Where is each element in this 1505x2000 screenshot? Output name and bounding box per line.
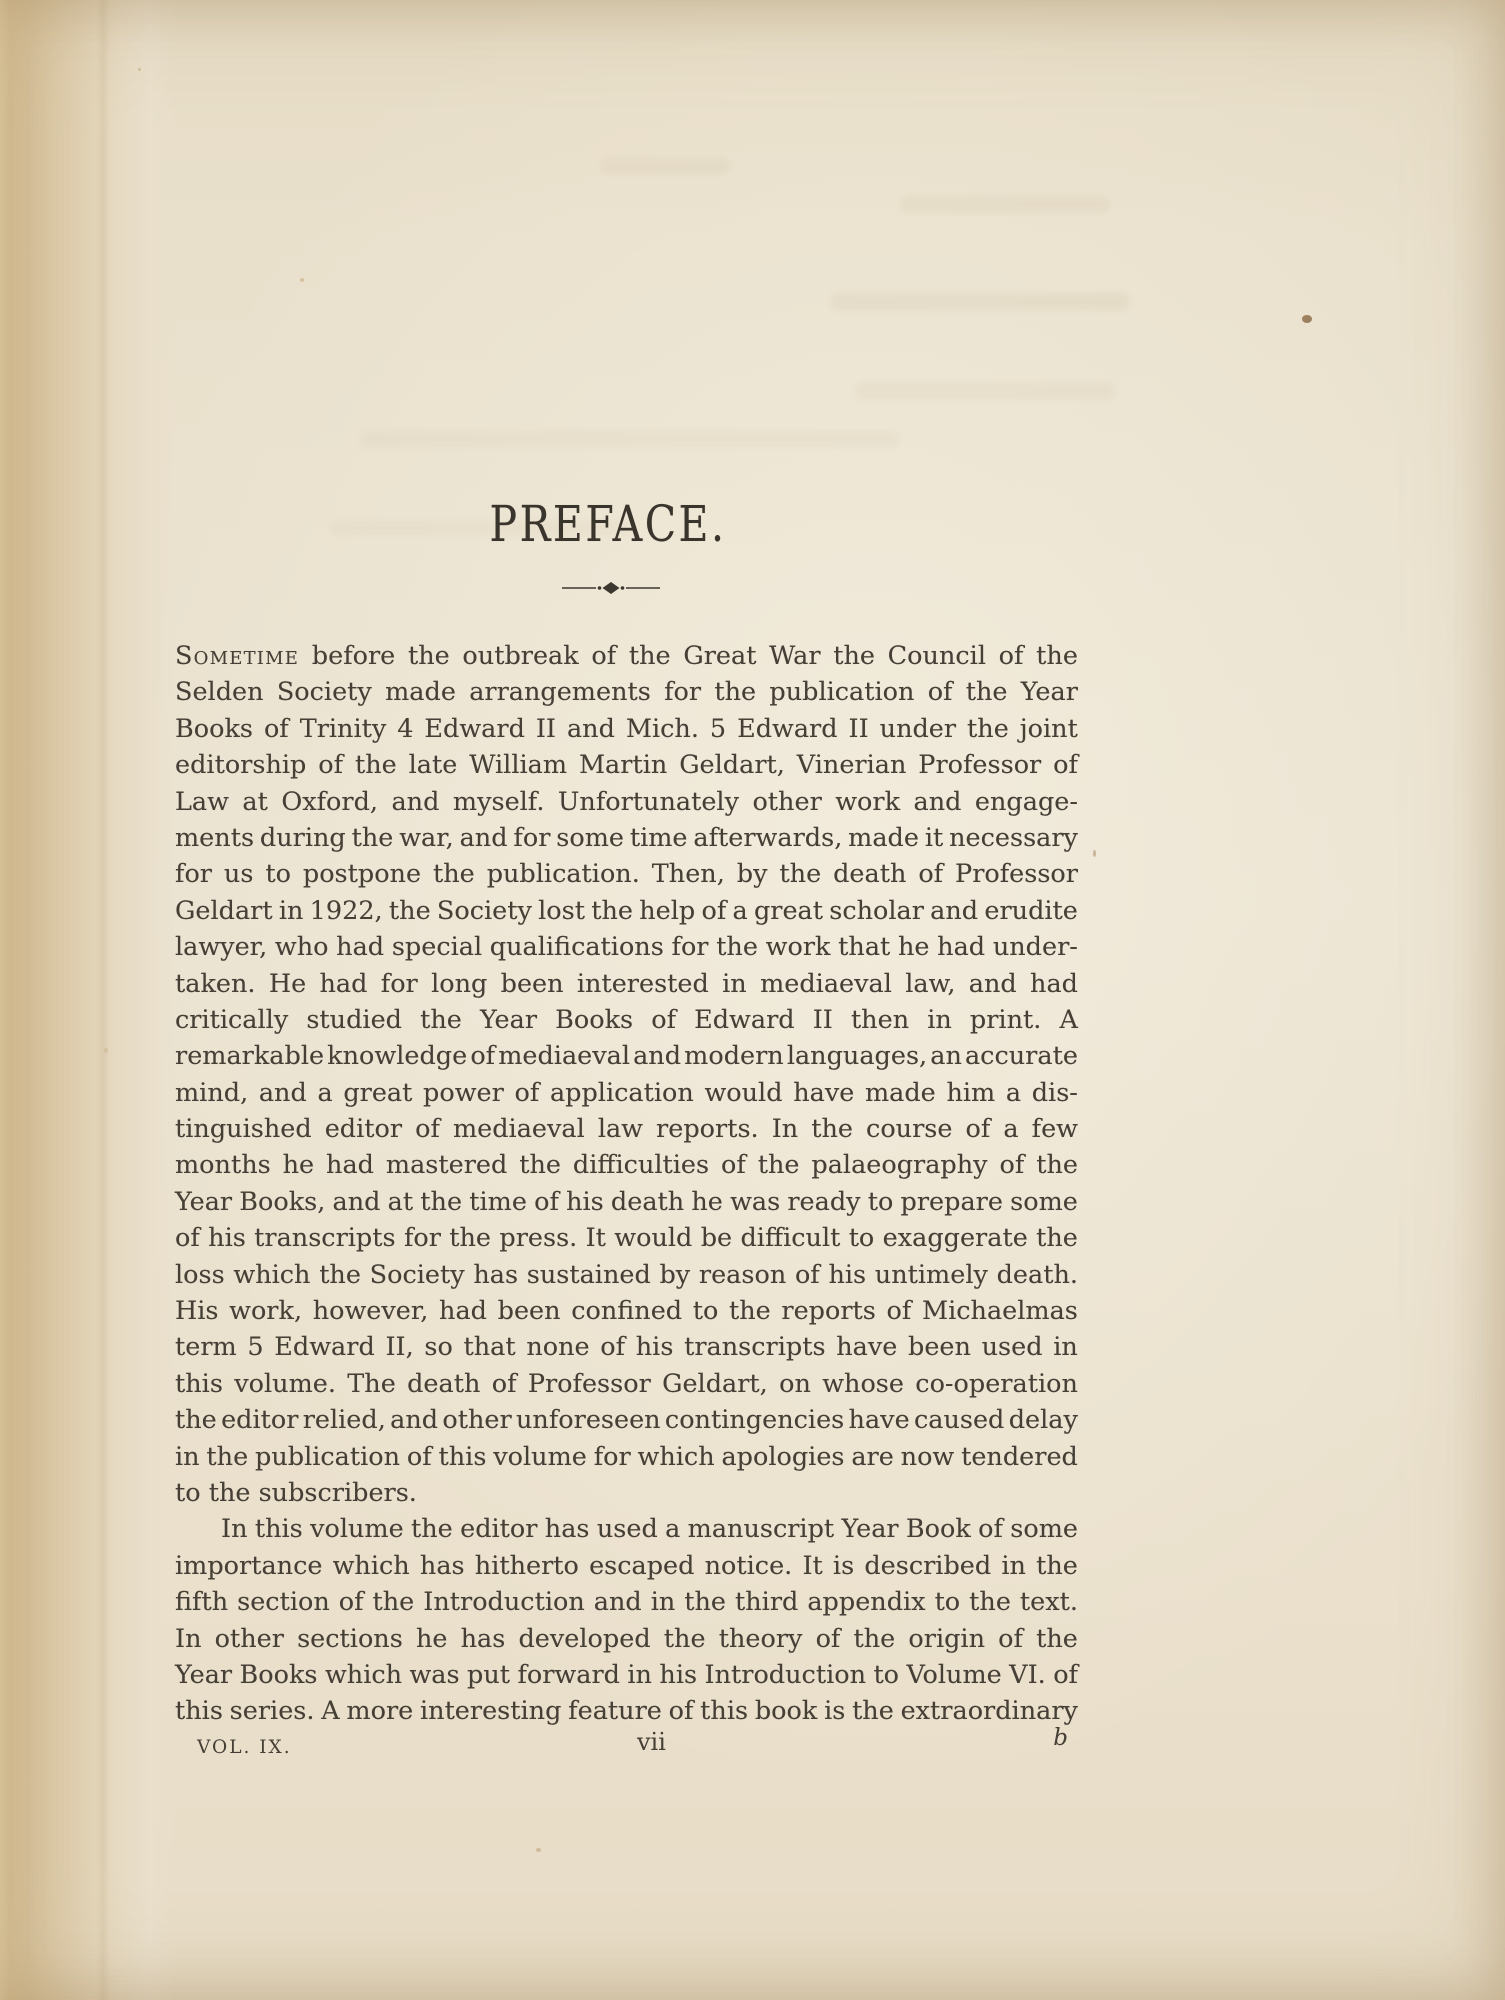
- body-line: critically studied the Year Books of Edward II then in print. A: [175, 1004, 1078, 1035]
- paper-speck: [104, 1048, 108, 1053]
- divider-ornament-icon: [561, 580, 661, 596]
- body-line: Geldart in 1922, the Society lost the help of a great scholar and erudite: [175, 895, 1078, 926]
- show-through-artifact: [900, 196, 1110, 213]
- paper-speck: [300, 278, 304, 282]
- show-through-artifact: [600, 158, 730, 174]
- body-line: term 5 Edward II, so that none of his transcripts have been used in: [175, 1332, 1078, 1363]
- body-line: remarkable knowledge of mediaeval and modern languages, an accurate: [175, 1041, 1078, 1072]
- body-line: this series. A more interesting feature of this book is the extraordinary: [175, 1696, 1078, 1727]
- body-line: Sometime before the outbreak of the Great War the Council of the: [175, 641, 1078, 671]
- paper-speck: [536, 1848, 541, 1852]
- body-line: lawyer, who had special qualifications for the work that he had under-: [175, 932, 1078, 963]
- body-line: months he had mastered the difficulties of the palaeography of the: [175, 1150, 1078, 1181]
- body-line: editorship of the late William Martin Geldart, Vinerian Professor of: [175, 750, 1078, 781]
- show-through-artifact: [360, 430, 900, 448]
- show-through-artifact: [830, 292, 1130, 311]
- page-edge-shading: [0, 0, 175, 2000]
- body-line: tinguished editor of mediaeval law reports. In the course of a few: [175, 1114, 1078, 1145]
- body-line: in the publication of this volume for which apologies are now tendered: [175, 1441, 1078, 1472]
- body-line: Selden Society made arrangements for the publication of the Year: [175, 677, 1078, 708]
- body-line: ments during the war, and for some time afterwards, made it necessary: [175, 822, 1078, 853]
- body-line: mind, and a great power of application would have made him a dis-: [175, 1077, 1078, 1108]
- body-line: Year Books, and at the time of his death he was ready to prepare some: [175, 1186, 1078, 1217]
- show-through-artifact: [855, 382, 1115, 400]
- paper-speck: [138, 68, 141, 71]
- body-line: importance which has hitherto escaped notice. It is described in the: [175, 1550, 1078, 1581]
- body-line: the editor relied, and other unforeseen contingencies have caused delay: [175, 1405, 1078, 1436]
- page-edge-crease: [96, 0, 110, 2000]
- body-line: taken. He had for long been interested in mediaeval law, and had: [175, 968, 1078, 999]
- body-line: loss which the Society has sustained by reason of his untimely death.: [175, 1259, 1078, 1290]
- paper-speck: [1093, 850, 1096, 857]
- page-number: vii: [637, 1728, 666, 1756]
- signature-mark: b: [1053, 1725, 1068, 1751]
- body-line: this volume. The death of Professor Geldart, on whose co-operation: [175, 1368, 1078, 1399]
- page-footer: [175, 1727, 1078, 1759]
- body-line: to the subscribers.: [175, 1477, 417, 1508]
- body-line: fifth section of the Introduction and in the third appendix to the text.: [175, 1587, 1078, 1618]
- body-line: Year Books which was put forward in his Introduction to Volume VI. of: [175, 1659, 1078, 1690]
- preface-text: [175, 638, 1078, 1730]
- volume-label: VOL. IX.: [197, 1737, 292, 1758]
- body-line: In other sections he has developed the theory of the origin of the: [175, 1623, 1078, 1654]
- body-line: of his transcripts for the press. It would be difficult to exaggerate the: [175, 1223, 1078, 1254]
- body-line: Law at Oxford, and myself. Unfortunately other work and engage-: [175, 786, 1078, 817]
- body-line: Books of Trinity 4 Edward II and Mich. 5 Edward II under the joint: [175, 713, 1078, 744]
- paper-speck: [1302, 315, 1312, 323]
- body-line: for us to postpone the publication. Then, by the death of Professor: [175, 859, 1078, 890]
- divider-ornament: [158, 580, 1064, 596]
- page-title: PREFACE.: [489, 495, 727, 553]
- body-line: In this volume the editor has used a manuscript Year Book of some: [221, 1514, 1078, 1545]
- body-line: His work, however, had been confined to the reports of Michaelmas: [175, 1296, 1078, 1327]
